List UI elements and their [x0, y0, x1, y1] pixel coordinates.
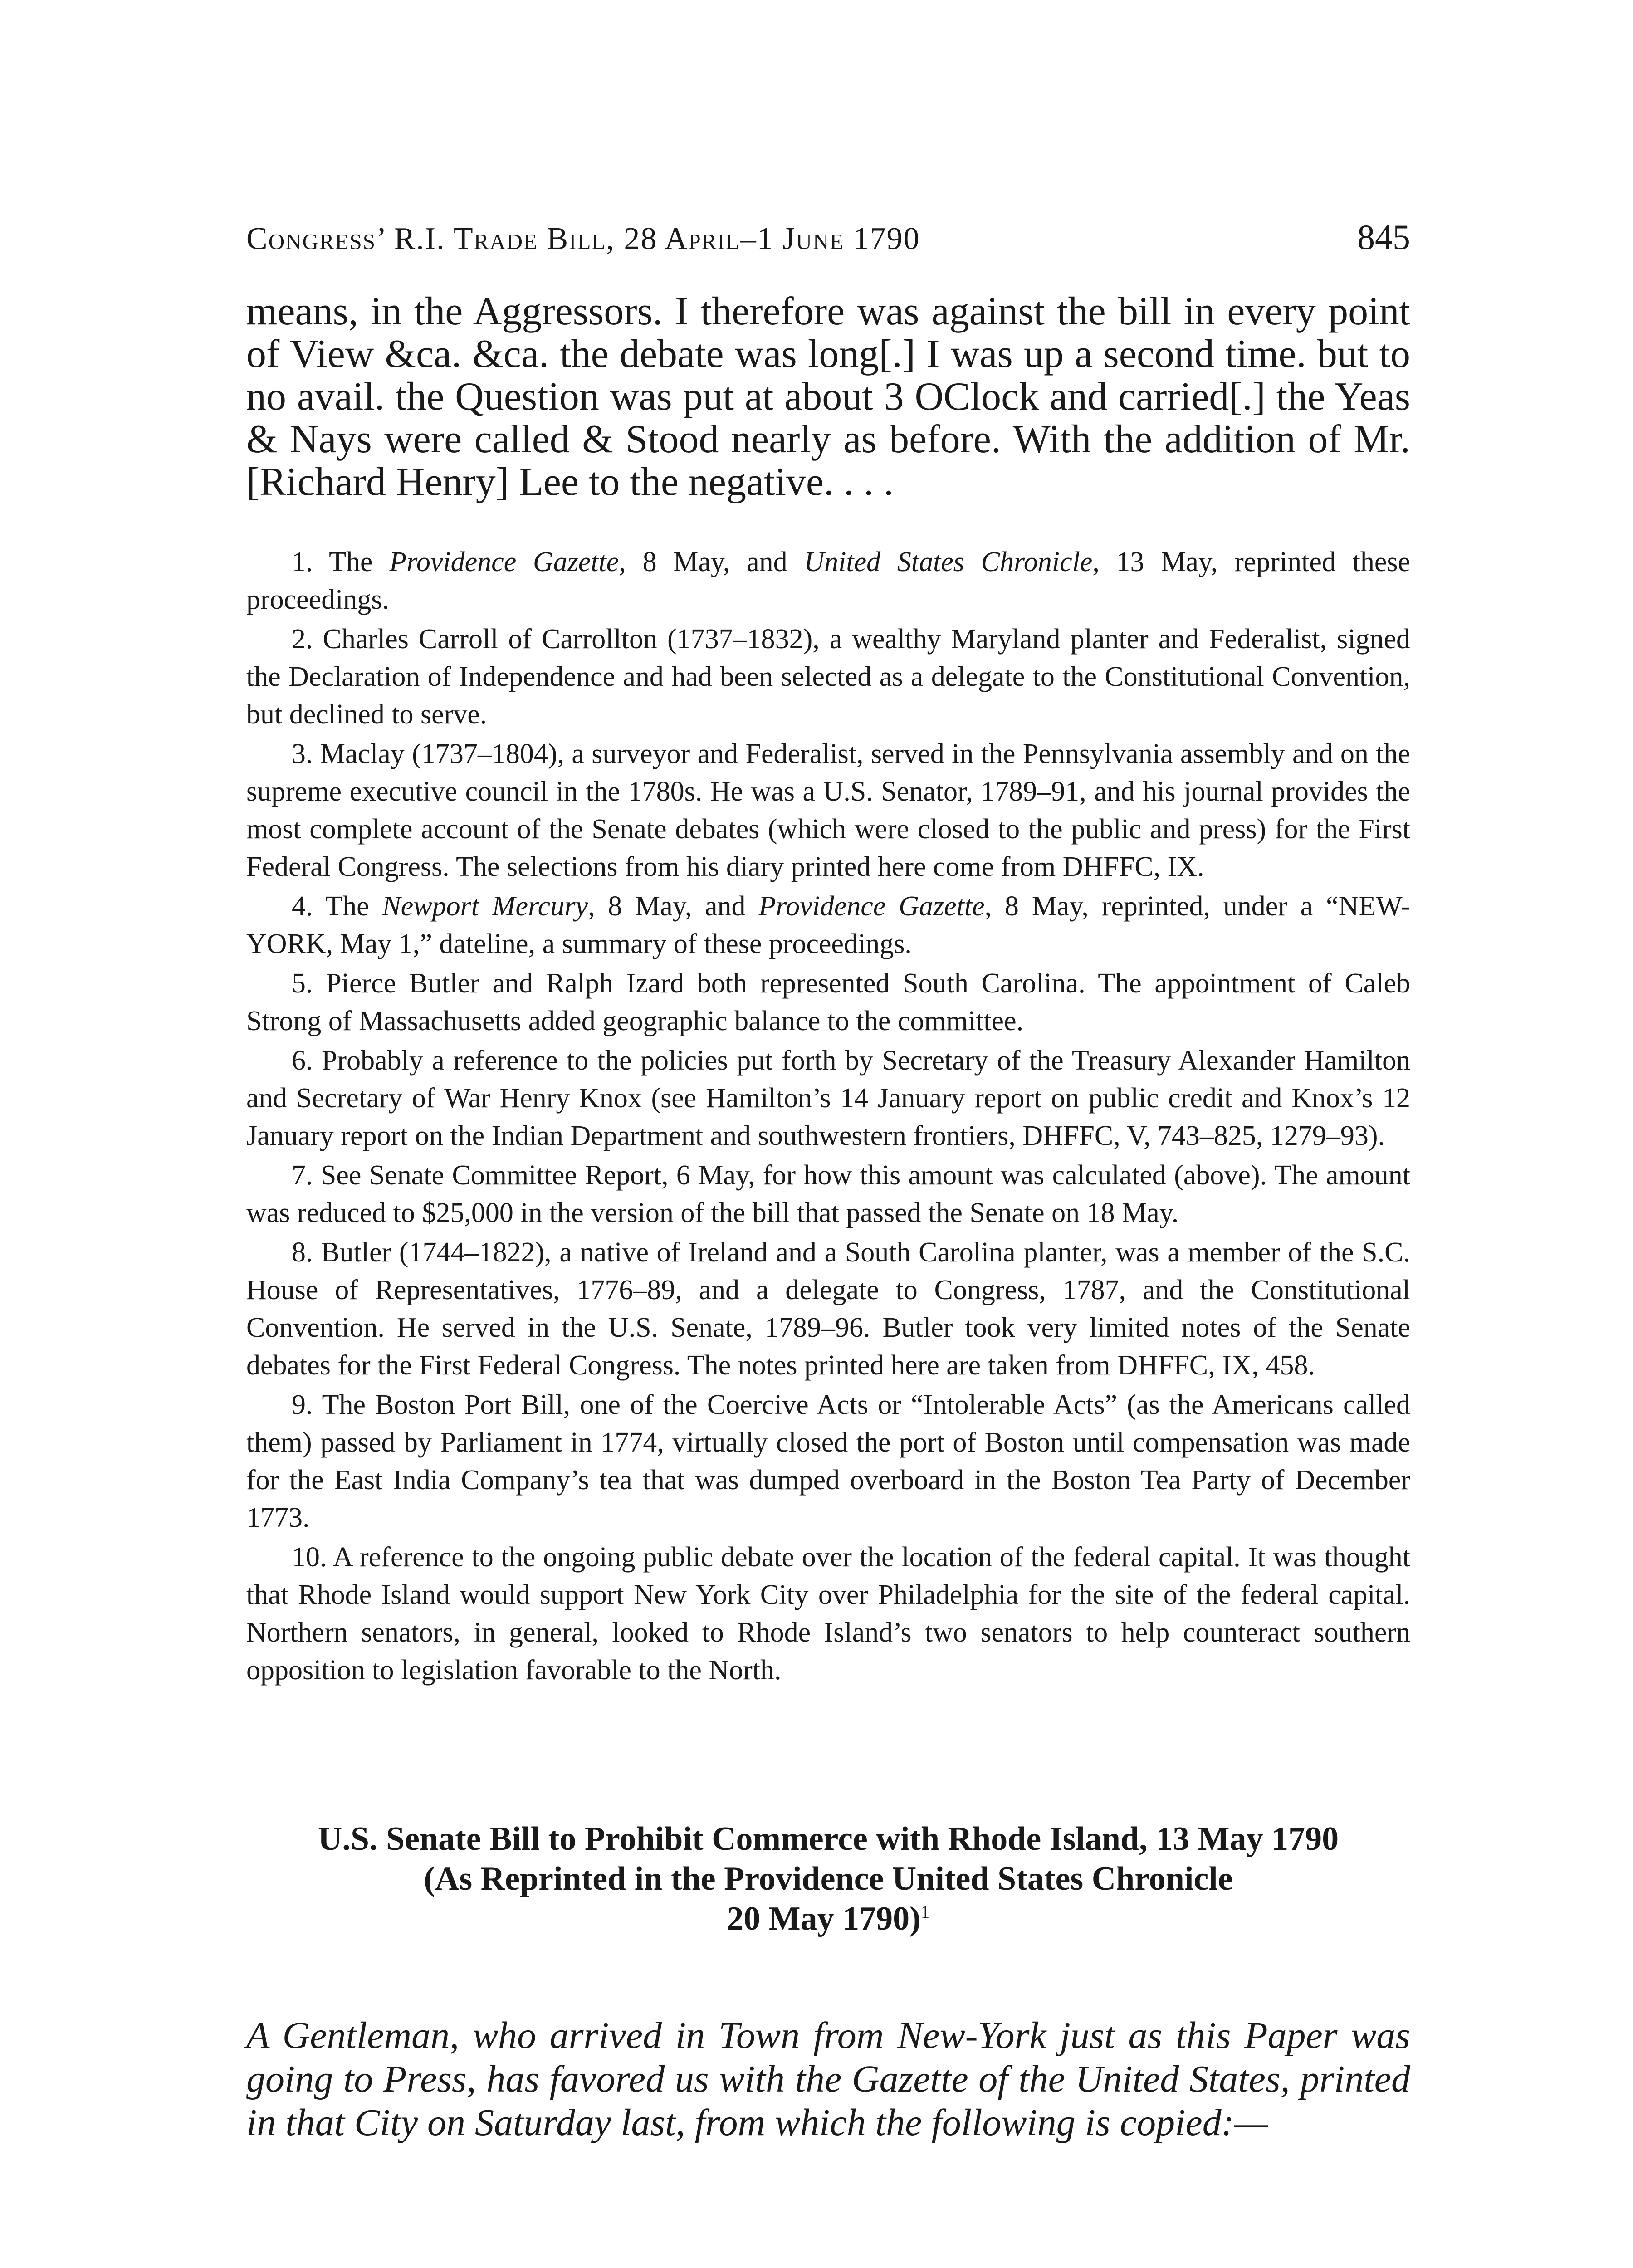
footnote-text: , 8 May, and — [619, 547, 804, 577]
section-heading-line-2: (As Reprinted in the Providence United States Chronicle — [424, 1860, 1233, 1897]
footnote-text: Maclay (1737–1804), a surveyor and Federalist, served in the Pennsylvania assembly and on the supreme executive council in the 1780s. He was a U.S. Senator, 1789–91, and his journal provides the most complete account of the Senate debates (which were closed to the public and press) for the First Federal Congress. The selections from his diary printed here come from DHFFC, IX. — [246, 738, 1410, 882]
body-paragraph: means, in the Aggressors. I therefore was against the bill in every point of View &ca. &ca. the debate was long[.] I was up a second time. but to no avail. the Question was put at about 3 OClock and carried[.] the Yeas & Nays were called & Stood nearly as before. With the addition of Mr. [Richard Henry] Lee to the negative. . . . — [246, 289, 1410, 504]
footnote-text: Charles Carroll of Carrollton (1737–1832), a wealthy Maryland planter and Federalist, signed the Declaration of Independence and had been selected as a delegate to the Constitutional Convention, but declined to serve. — [246, 624, 1410, 730]
footnote-1 — [246, 543, 1410, 619]
section-heading — [246, 1819, 1410, 1939]
footnote-text: Probably a reference to the policies put forth by Secretary of the Treasury Alexander Hamilton and Secretary of War Henry Knox (see Hamilton’s 14 January report on public credit and Knox’s 12 January report on the Indian Department and southwestern frontiers, DHFFC, V, 743–825, 1279–93). — [246, 1045, 1410, 1151]
footnote-text: The — [313, 547, 390, 577]
footnote-number: 1. — [292, 547, 313, 577]
footnote-number: 5. — [292, 968, 313, 999]
footnote-8 — [246, 1234, 1410, 1384]
footnote-5 — [246, 965, 1410, 1040]
footnote-9 — [246, 1386, 1410, 1537]
section-heading-line-1: U.S. Senate Bill to Prohibit Commerce with Rhode Island, 13 May 1790 — [318, 1820, 1339, 1857]
footnote-text: See Senate Committee Report, 6 May, for how this amount was calculated (above). The amount was reduced to $25,000 in the version of the bill that passed the Senate on 18 May. — [246, 1160, 1410, 1228]
footnote-number: 3. — [292, 738, 313, 769]
footnote-7 — [246, 1157, 1410, 1232]
footnote-text: A reference to the ongoing public debate over the location of the federal capital. It was thought that Rhode Island would support New York City over Philadelphia for the site of the federal capital. Northern senators, in general, looked to Rhode Island’s two senators to help counteract southern opposition to legislation favorable to the North. — [246, 1542, 1410, 1686]
footnote-number: 7. — [292, 1160, 313, 1191]
footnote-text: , 8 May, and — [587, 891, 759, 922]
footnotes — [246, 543, 1410, 1691]
footnote-6 — [246, 1042, 1410, 1155]
footnote-number: 6. — [292, 1045, 313, 1076]
section-heading-date: 20 May 1790) — [727, 1900, 921, 1937]
intro-paragraph: A Gentleman, who arrived in Town from New-York just as this Paper was going to Press, has favored us with the Gazette of the United States, printed in that City on Saturday last, from which the following is copied:— — [246, 2014, 1410, 2144]
footnote-text: The — [313, 891, 382, 922]
section-heading-line-3 — [246, 1899, 1410, 1939]
footnote-text: The Boston Port Bill, one of the Coercive Acts or “Intolerable Acts” (as the Americans called them) passed by Parliament in 1774, virtually closed the port of Boston until compensation was made for the East India Company’s tea that was dumped overboard in the Boston Tea Party of December 1773. — [246, 1389, 1410, 1533]
footnote-text: , 13 May, reprinted these proceedings. — [246, 547, 1411, 615]
publication-title: Providence Gazette — [389, 547, 619, 577]
footnote-number: 10. — [292, 1542, 327, 1573]
footnote-number: 8. — [292, 1237, 313, 1268]
footnote-3 — [246, 735, 1410, 886]
publication-title: United States Chronicle — [804, 547, 1093, 577]
footnote-number: 2. — [292, 624, 313, 655]
footnote-number: 9. — [292, 1389, 313, 1420]
footnote-text: Pierce Butler and Ralph Izard both represented South Carolina. The appointment of Caleb Strong of Massachusetts added geographic balance to the committee. — [246, 968, 1410, 1036]
footnote-text: Butler (1744–1822), a native of Ireland and a South Carolina planter, was a member of the S.C. House of Representatives, 1776–89, and a delegate to Congress, 1787, and the Constitutional Convention. He served in the U.S. Senate, 1789–96. Butler took very limited notes of the Senate debates for the First Federal Congress. The notes printed here are taken from DHFFC, IX, 458. — [246, 1237, 1410, 1381]
footnote-10 — [246, 1539, 1410, 1689]
footnote-4 — [246, 888, 1410, 963]
publication-title: Newport Mercury — [382, 891, 588, 922]
footnote-2 — [246, 621, 1410, 733]
publication-title: Providence Gazette — [758, 891, 985, 922]
running-head-title: Congress’ R.I. Trade Bill, 28 April–1 June 1790 — [246, 221, 920, 256]
footnote-number: 4. — [292, 891, 313, 922]
footnote-marker: 1 — [920, 1901, 930, 1922]
footnote-text: , 8 May, reprinted, under a “NEW-YORK, May 1,” dateline, a summary of these proceedings. — [246, 891, 1411, 959]
page-number: 845 — [1357, 217, 1410, 257]
running-head — [246, 217, 1410, 267]
